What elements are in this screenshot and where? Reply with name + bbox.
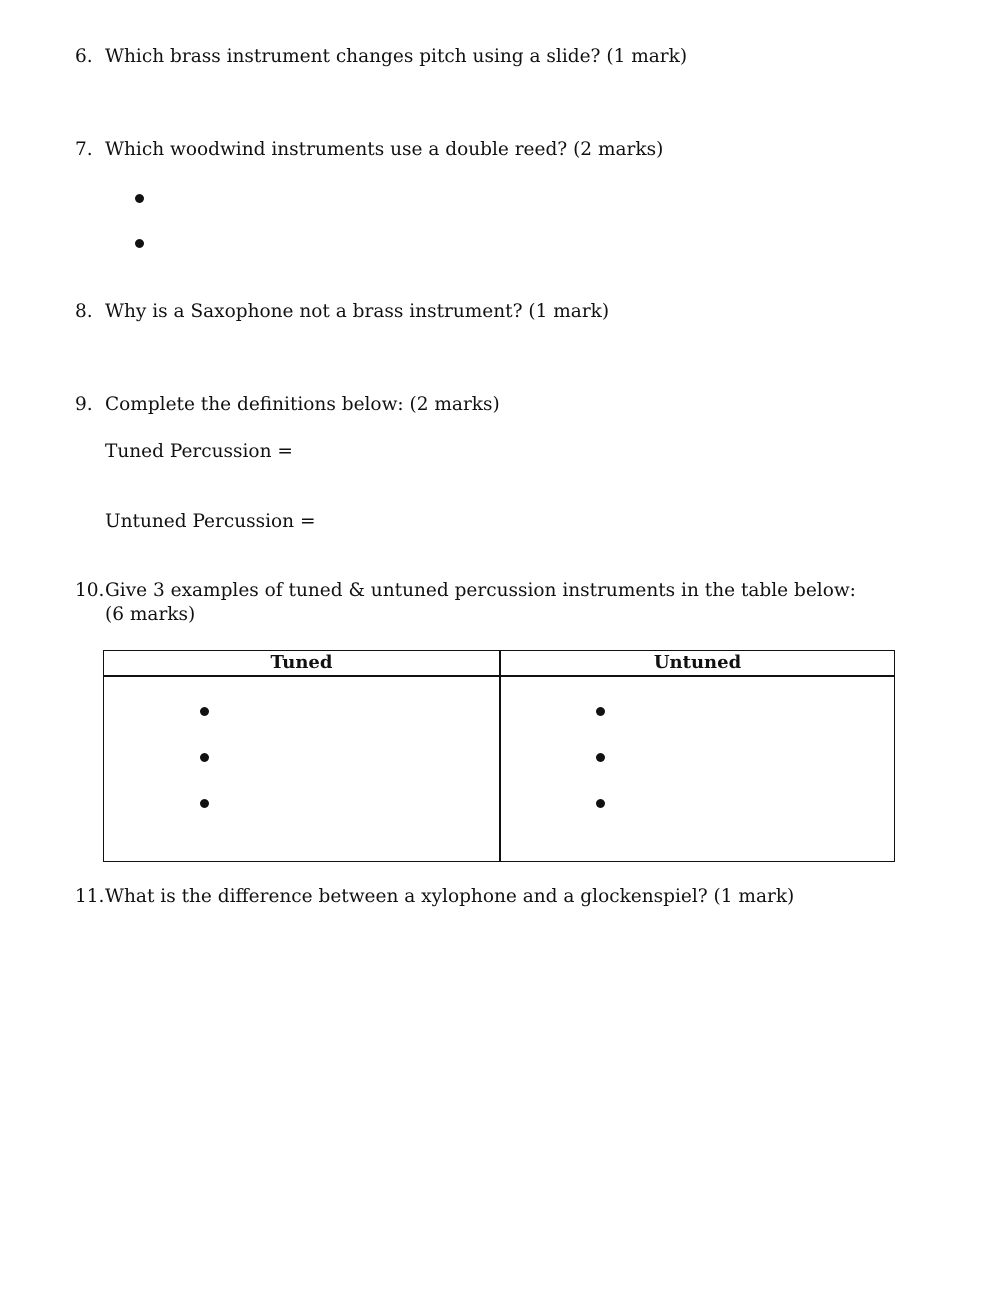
- question-number: 7.: [75, 139, 93, 160]
- table-header-untuned: Untuned: [653, 652, 742, 673]
- question-10-marks: (6 marks): [105, 604, 196, 625]
- percussion-table: [103, 650, 895, 862]
- question-number: 6.: [75, 46, 93, 67]
- tuned-percussion-definition: Tuned Percussion =: [105, 441, 293, 462]
- question-text: Which woodwind instruments use a double reed? (2 marks): [105, 139, 664, 160]
- bullet-point: [200, 799, 209, 808]
- header-divider: [104, 675, 894, 677]
- question-text: Why is a Saxophone not a brass instrument? (1 mark): [105, 301, 610, 322]
- bullet-point: [596, 753, 605, 762]
- bullet-point: [135, 239, 144, 248]
- bullet-point: [135, 194, 144, 203]
- question-text: Complete the definitions below: (2 marks): [105, 394, 500, 415]
- question-number: 9.: [75, 394, 93, 415]
- bullet-point: [596, 707, 605, 716]
- question-text: Give 3 examples of tuned & untuned percussion instruments in the table below:: [105, 580, 856, 601]
- bullet-point: [200, 707, 209, 716]
- bullet-point: [200, 753, 209, 762]
- bullet-point: [596, 799, 605, 808]
- column-divider: [499, 651, 501, 861]
- question-number: 10.: [75, 580, 105, 601]
- question-text: What is the difference between a xylophone and a glockenspiel? (1 mark): [105, 886, 795, 907]
- question-number: 8.: [75, 301, 93, 322]
- table-header-tuned: Tuned: [270, 652, 333, 673]
- question-text: Which brass instrument changes pitch using a slide? (1 mark): [105, 46, 688, 67]
- untuned-percussion-definition: Untuned Percussion =: [105, 511, 316, 532]
- question-number: 11.: [75, 886, 105, 907]
